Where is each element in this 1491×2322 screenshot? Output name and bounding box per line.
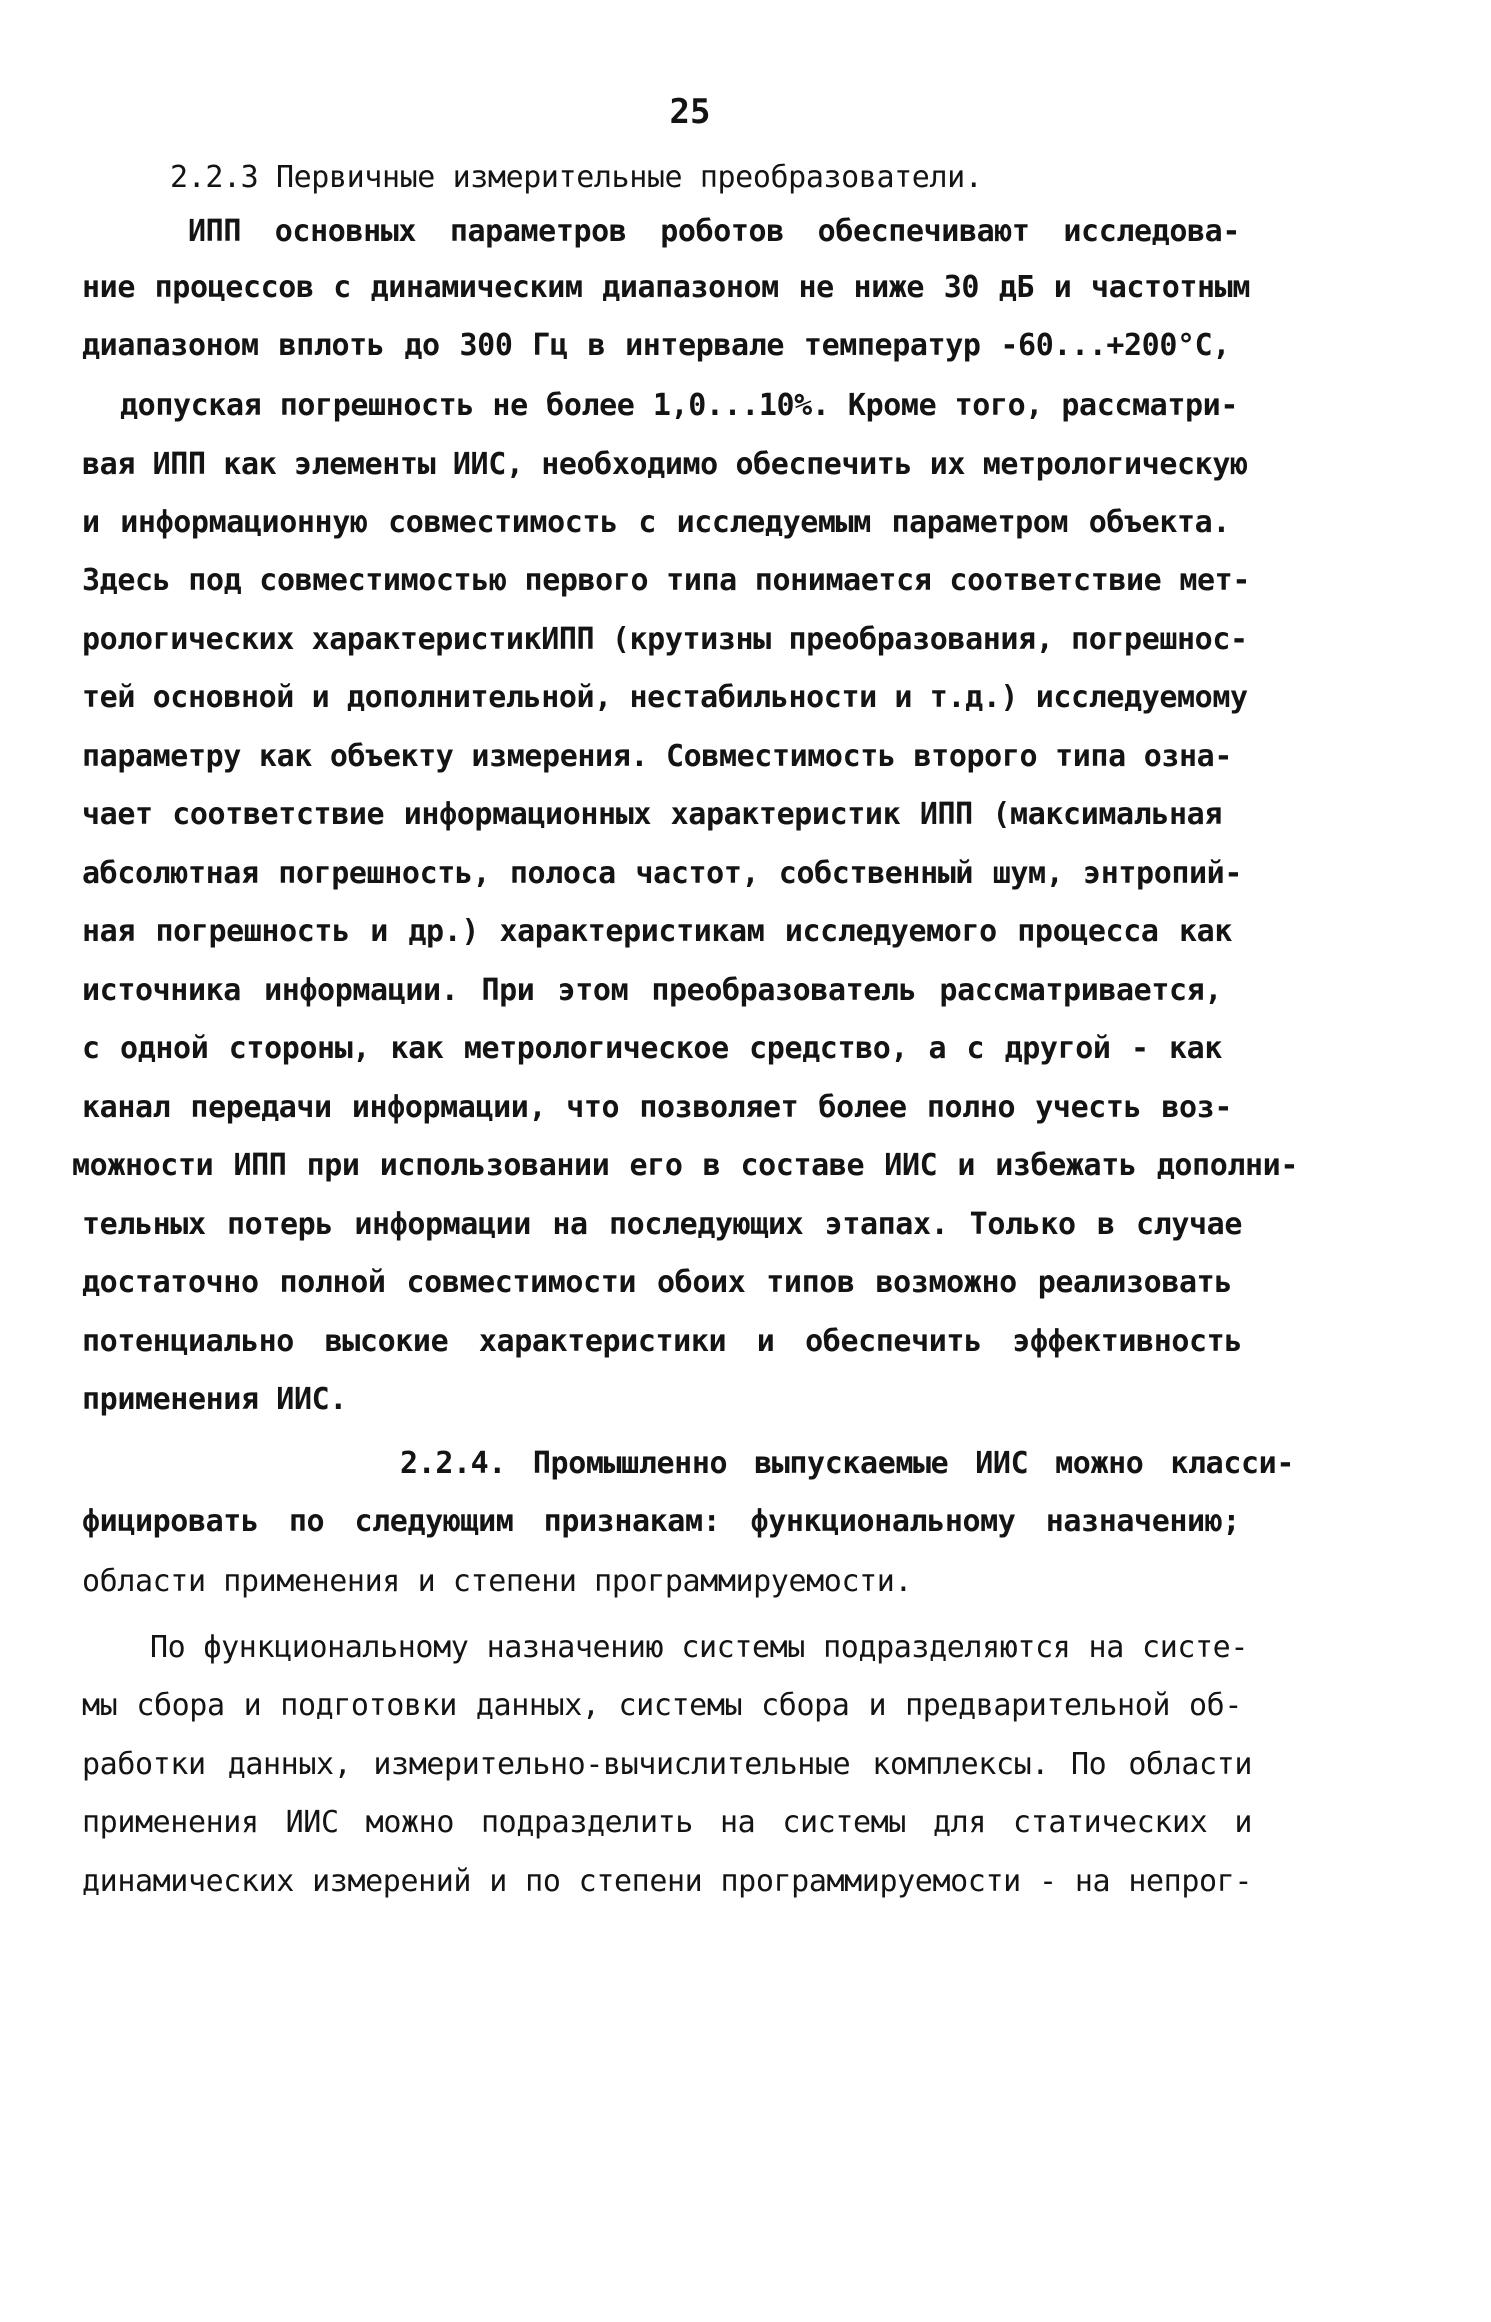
- text-line: источника информации. При этом преобразователь рассматривается,: [82, 973, 1222, 1008]
- text-line: области применения и степени программируемости.: [82, 1564, 913, 1599]
- text-line: работки данных, измерительно-вычислительные комплексы. По области: [82, 1747, 1252, 1782]
- text-line: ИПП основных параметров роботов обеспечивают исследова-: [188, 214, 1240, 249]
- text-line: можности ИПП при использовании его в составе ИИС и избежать дополни-: [72, 1148, 1298, 1183]
- text-line: ние процессов с динамическим диапазоном не ниже 30 дБ и частотным: [82, 270, 1250, 305]
- section-heading-2-2-4: 2.2.4. Промышленно выпускаемые ИИС можно класси-: [400, 1446, 1294, 1481]
- text-line: параметру как объекту измерения. Совместимость второго типа озна-: [82, 739, 1232, 774]
- text-line: вая ИПП как элементы ИИС, необходимо обеспечить их метрологическую: [82, 447, 1248, 482]
- text-line: диапазоном вплоть до 300 Гц в интервале температур -60...+200°С,: [82, 328, 1230, 363]
- text-line: с одной стороны, как метрологическое средство, а с другой - как: [82, 1031, 1222, 1066]
- text-line: По функциональному назначению системы подразделяются на систе-: [150, 1630, 1248, 1665]
- text-line: достаточно полной совместимости обоих типов возможно реализовать: [82, 1265, 1232, 1300]
- text-line: абсолютная погрешность, полоса частот, собственный шум, энтропий-: [82, 856, 1242, 891]
- text-line: фицировать по следующим признакам: функциональному назначению;: [82, 1504, 1240, 1539]
- text-line: допуская погрешность не более 1,0...10%. Кроме того, рассматри-: [120, 388, 1238, 423]
- text-line: канал передачи информации, что позволяет более полно учесть воз-: [82, 1090, 1232, 1125]
- text-line: мы сбора и подготовки данных, системы сбора и предварительной об-: [82, 1688, 1242, 1723]
- text-line: потенциально высокие характеристики и обеспечить эффективность: [82, 1324, 1242, 1359]
- text-line: динамических измерений и по степени программируемости - на непрог-: [82, 1864, 1252, 1899]
- text-line: применения ИИС можно подразделить на системы для статических и: [82, 1805, 1252, 1840]
- text-line: и информационную совместимость с исследуемым параметром объекта.: [82, 505, 1230, 540]
- text-line: тельных потерь информации на последующих этапах. Только в случае: [82, 1207, 1242, 1242]
- text-line: тей основной и дополнительной, нестабильности и т.д.) исследуемому: [82, 680, 1248, 715]
- text-line: применения ИИС.: [82, 1382, 347, 1417]
- section-heading-2-2-3: 2.2.3 Первичные измерительные преобразователи.: [170, 160, 983, 195]
- page-number: 25: [669, 92, 711, 132]
- text-line: ная погрешность и др.) характеристикам исследуемого процесса как: [82, 914, 1232, 949]
- text-line: Здесь под совместимостью первого типа понимается соответствие мет-: [82, 563, 1250, 598]
- text-line: чает соответствие информационных характеристик ИПП (максимальная: [82, 797, 1222, 832]
- text-line: рологических характеристикИПП (крутизны преобразования, погрешнос-: [82, 622, 1248, 657]
